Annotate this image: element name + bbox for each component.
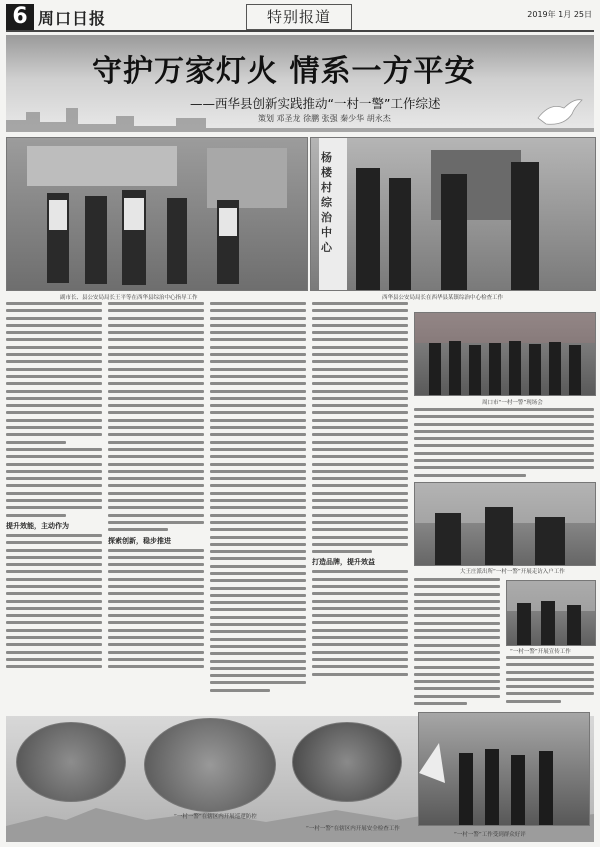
article-subtitle: ——西华县创新实践推动“一村一警”工作综述 [190,96,441,111]
section-head-1: 提升效能，主动作为 [6,521,69,530]
photo-8-circle-night-patrol [292,722,402,802]
newspaper-logo: 周口日报 [38,9,107,28]
caption-photo-7: “一村一警”在辖区内开展安全检查工作 [306,826,400,832]
caption-photo-3: 周口市“一村一警”现场会 [482,400,543,406]
article-byline: 策划 邓圣龙 徐鹏 张强 秦少华 胡永杰 [258,114,391,123]
photo-2-village-center [310,137,596,291]
caption-photo-1: 副市长、县公安局局长王平等在西华县综治中心指导工作 [60,295,198,301]
text-column-5 [414,408,594,480]
section-head-3: 打造品牌，提升效益 [312,558,375,567]
text-column-6 [414,578,500,712]
text-column-3 [210,302,306,712]
bottom-photo-strip [6,716,594,842]
vertical-sign-text: 杨楼村综治中心 [321,151,332,254]
caption-photo-8: “一村一警”工作受到群众好评 [454,832,526,838]
text-column-2 [108,302,204,712]
photo-1-officials-visit [6,137,308,291]
photo-3-police-lineup [414,312,596,396]
photo-7-circle-inspection [144,718,276,812]
photo-6-circle-patrol [16,722,126,802]
photo-4-home-visit [414,482,596,566]
photo-9-village-officers [418,712,590,826]
caption-photo-5: “一村一警”开展宣传工作 [510,649,571,655]
caption-photo-4: 大王庄派出所“一村一警”开展走访入户工作 [460,569,565,575]
text-column-4 [312,302,408,712]
text-column-1 [6,302,102,712]
page-number: 6 [6,4,34,30]
section-head-2: 探索创新，稳步推进 [108,536,171,545]
article-title: 守护万家灯火 情系一方平安 [92,54,476,89]
dove-icon [534,96,584,130]
masthead-rule [6,30,594,32]
section-title: 特别报道 [246,4,352,30]
caption-photo-6: “一村一警”在辖区内开展巡逻防控 [174,814,257,820]
photo-5-publicity [506,580,596,646]
caption-photo-2: 西华县公安局局长在西华县某镇综治中心检查工作 [382,295,504,301]
issue-date: 2019年 1月 25日 [527,10,592,19]
text-column-7 [506,656,594,712]
